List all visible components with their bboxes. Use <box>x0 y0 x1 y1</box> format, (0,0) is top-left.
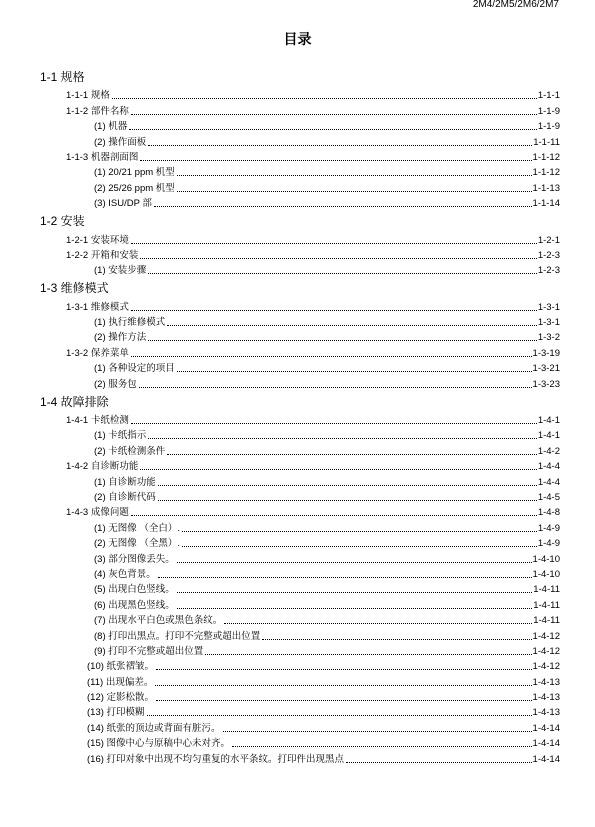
dot-leader <box>131 356 532 357</box>
dot-leader <box>112 98 537 99</box>
toc-entry-title: (3) 部分图像丢失。 <box>94 553 175 565</box>
toc-entry-page: 1-4-14 <box>532 722 560 734</box>
toc-entry-title: 1-4-2 自诊断功能 <box>66 461 139 473</box>
dot-leader <box>167 325 537 326</box>
dot-leader <box>177 592 532 593</box>
toc-entry-page: 1-4-10 <box>532 553 560 565</box>
table-of-contents <box>40 68 560 766</box>
toc-entry[interactable] <box>40 247 560 262</box>
toc-entry-title: (8) 打印出黑点。打印不完整或超出位置 <box>94 630 261 642</box>
toc-entry-page: 1-4-14 <box>532 753 560 765</box>
toc-entry[interactable] <box>40 658 560 673</box>
toc-entry[interactable] <box>40 735 560 750</box>
toc-entry-page: 1-4-11 <box>533 599 560 611</box>
toc-entry[interactable] <box>40 596 560 611</box>
toc-entry-title: 1-1-1 规格 <box>66 90 110 102</box>
toc-entry[interactable] <box>40 442 560 457</box>
toc-entry-title: (6) 出现黑色竖线。 <box>94 599 175 611</box>
toc-entry-page: 1-4-5 <box>537 491 560 503</box>
dot-leader <box>158 485 537 486</box>
dot-leader <box>148 145 532 146</box>
toc-entry[interactable] <box>40 118 560 133</box>
toc-entry-page: 1-3-1 <box>537 301 560 313</box>
dot-leader <box>140 258 536 259</box>
toc-entry-page: 1-4-13 <box>532 692 560 704</box>
toc-entry-page: 1-2-3 <box>537 265 560 277</box>
dot-leader <box>156 669 531 670</box>
toc-entry-title: (1) 无图像 （全白）. <box>94 522 181 534</box>
dot-leader <box>156 700 531 701</box>
toc-entry-page: 1-3-21 <box>532 363 560 375</box>
toc-entry[interactable] <box>40 504 560 519</box>
dot-leader <box>167 454 537 455</box>
toc-entry-title: (2) 操作方法 <box>94 332 147 344</box>
dot-leader <box>140 469 536 470</box>
toc-entry-page: 1-4-4 <box>537 476 560 488</box>
toc-entry-title: (12) 定影松散。 <box>87 692 155 704</box>
toc-entry-title: 1-3-1 维修模式 <box>66 301 129 313</box>
dot-leader <box>346 762 531 763</box>
dot-leader <box>158 500 537 501</box>
dot-leader <box>177 175 532 176</box>
toc-entry-title: (14) 纸张的顶边或背面有脏污。 <box>87 722 221 734</box>
toc-entry-title: 1-1-3 机器剖面图 <box>66 151 139 163</box>
toc-entry-title: (1) 机器 <box>94 121 128 133</box>
toc-entry-page: 1-1-13 <box>532 182 560 194</box>
toc-entry[interactable] <box>40 329 560 344</box>
dot-leader <box>140 160 531 161</box>
toc-entry-page: 1-4-12 <box>532 661 560 673</box>
toc-entry[interactable] <box>40 612 560 627</box>
toc-entry-page: 1-4-12 <box>532 630 560 642</box>
toc-entry[interactable] <box>40 535 560 550</box>
toc-entry-page: 1-1-14 <box>532 198 560 210</box>
toc-entry-page: 1-1-12 <box>532 151 560 163</box>
dot-leader <box>139 387 532 388</box>
toc-entry-title: 1-4-1 卡纸检测 <box>66 415 129 427</box>
toc-entry-page: 1-4-9 <box>537 538 560 550</box>
toc-entry[interactable] <box>40 360 560 375</box>
toc-entry[interactable] <box>40 673 560 688</box>
toc-entry[interactable] <box>40 473 560 488</box>
toc-entry-title: (10) 纸张褶皱。 <box>87 661 155 673</box>
toc-entry-page: 1-4-1 <box>537 430 560 442</box>
dot-leader <box>177 562 532 563</box>
toc-entry[interactable] <box>40 427 560 442</box>
dot-leader <box>129 129 537 130</box>
toc-entry[interactable] <box>40 149 560 164</box>
toc-entry-page: 1-4-12 <box>532 645 560 657</box>
dot-leader <box>182 546 537 547</box>
toc-entry-page: 1-2-1 <box>537 234 560 246</box>
dot-leader <box>223 731 532 732</box>
toc-entry-title: 1-4-3 成像问题 <box>66 507 129 519</box>
toc-entry-title: (1) 各种设定的项目 <box>94 363 175 375</box>
toc-entry-title: (13) 打印模糊 <box>87 707 145 719</box>
toc-entry-page: 1-4-11 <box>533 584 560 596</box>
toc-section-heading[interactable]: 1-3 维修模式 <box>40 281 109 296</box>
toc-entry-page: 1-3-2 <box>537 332 560 344</box>
toc-entry-page: 1-4-1 <box>537 415 560 427</box>
dot-leader <box>158 577 532 578</box>
toc-entry[interactable] <box>40 179 560 194</box>
toc-entry[interactable] <box>40 581 560 596</box>
toc-entry[interactable] <box>40 412 560 427</box>
toc-entry-page: 1-3-19 <box>532 347 560 359</box>
dot-leader <box>131 243 537 244</box>
toc-entry-page: 1-3-23 <box>532 378 560 390</box>
toc-entry-title: (9) 打印不完整或超出位置 <box>94 645 204 657</box>
dot-leader <box>224 623 532 624</box>
toc-entry-page: 1-4-4 <box>537 461 560 473</box>
toc-entry[interactable] <box>40 133 560 148</box>
toc-entry[interactable] <box>40 719 560 734</box>
toc-entry-title: (2) 服务包 <box>94 378 137 390</box>
dot-leader <box>148 438 537 439</box>
toc-entry-title: (2) 卡纸检测条件 <box>94 445 166 457</box>
dot-leader <box>131 515 537 516</box>
toc-entry-page: 1-1-11 <box>533 136 560 148</box>
dot-leader <box>154 206 532 207</box>
toc-entry-page: 1-4-14 <box>532 738 560 750</box>
toc-entry-page: 1-4-9 <box>537 522 560 534</box>
toc-entry-page: 1-1-12 <box>532 167 560 179</box>
toc-entry-title: (1) 安装步骤 <box>94 265 147 277</box>
toc-entry-page: 1-1-9 <box>537 105 560 117</box>
toc-entry-title: (15) 图像中心与原稿中心未对齐。 <box>87 738 231 750</box>
model-header: 2M4/2M5/2M6/2M7 <box>472 0 559 10</box>
dot-leader <box>262 639 531 640</box>
toc-entry-title: (3) ISU/DP 部 <box>94 198 152 210</box>
toc-entry-title: (2) 无图像 （全黑）. <box>94 538 181 550</box>
toc-entry[interactable] <box>40 627 560 642</box>
toc-entry[interactable] <box>40 314 560 329</box>
toc-section-heading[interactable]: 1-2 安装 <box>40 214 85 229</box>
toc-entry[interactable] <box>40 262 560 277</box>
toc-entry[interactable] <box>40 231 560 246</box>
toc-entry-title: (2) 25/26 ppm 机型 <box>94 182 175 194</box>
toc-entry-page: 1-2-3 <box>537 249 560 261</box>
toc-entry[interactable] <box>40 750 560 765</box>
toc-entry-title: (4) 灰色背景。 <box>94 568 156 580</box>
toc-entry-page: 1-1-9 <box>537 121 560 133</box>
toc-entry-page: 1-4-2 <box>537 445 560 457</box>
toc-entry[interactable] <box>40 87 560 102</box>
toc-entry[interactable] <box>40 566 560 581</box>
toc-entry-title: (1) 自诊断功能 <box>94 476 156 488</box>
toc-entry-title: 1-1-2 部件名称 <box>66 105 129 117</box>
toc-entry[interactable] <box>40 489 560 504</box>
toc-entry-title: (5) 出现白色竖线。 <box>94 584 175 596</box>
toc-entry[interactable] <box>40 704 560 719</box>
dot-leader <box>177 191 532 192</box>
dot-leader <box>131 310 537 311</box>
toc-entry-page: 1-4-11 <box>533 615 560 627</box>
toc-entry-title: 1-2-1 安装环境 <box>66 234 129 246</box>
dot-leader <box>177 608 532 609</box>
toc-entry-title: (1) 卡纸指示 <box>94 430 147 442</box>
dot-leader <box>148 273 537 274</box>
toc-entry[interactable] <box>40 375 560 390</box>
toc-entry-page: 1-4-10 <box>532 568 560 580</box>
dot-leader <box>205 654 531 655</box>
dot-leader <box>148 340 537 341</box>
toc-entry[interactable] <box>40 519 560 534</box>
dot-leader <box>182 531 537 532</box>
toc-entry-title: (2) 自诊断代码 <box>94 491 156 503</box>
toc-entry[interactable] <box>40 298 560 313</box>
toc-entry-title: 1-3-2 保养菜单 <box>66 347 129 359</box>
dot-leader <box>232 746 531 747</box>
toc-entry[interactable] <box>40 102 560 117</box>
toc-entry-page: 1-4-13 <box>532 707 560 719</box>
toc-entry-title: 1-2-2 开箱和安装 <box>66 249 139 261</box>
toc-entry[interactable] <box>40 689 560 704</box>
toc-entry-title: (7) 出现水平白色或黑色条纹。 <box>94 615 223 627</box>
page-title: 目录 <box>283 31 312 47</box>
toc-entry-title: (1) 执行维修模式 <box>94 317 166 329</box>
toc-section-heading[interactable]: 1-1 规格 <box>40 70 85 84</box>
dot-leader <box>155 685 531 686</box>
toc-entry[interactable] <box>40 164 560 179</box>
dot-leader <box>131 423 537 424</box>
toc-entry[interactable] <box>40 195 560 210</box>
dot-leader <box>131 114 537 115</box>
toc-entry-page: 1-4-8 <box>537 507 560 519</box>
toc-entry-page: 1-3-1 <box>537 317 560 329</box>
dot-leader <box>147 715 532 716</box>
toc-entry[interactable] <box>40 344 560 359</box>
toc-entry-title: (16) 打印对象中出现不均匀重复的水平条纹。打印件出现黑点 <box>87 753 345 765</box>
toc-entry[interactable] <box>40 643 560 658</box>
toc-entry-title: (2) 操作面板 <box>94 136 147 148</box>
toc-entry-title: (11) 出现偏差。 <box>87 676 154 688</box>
toc-entry[interactable] <box>40 550 560 565</box>
toc-entry-page: 1-4-13 <box>532 676 560 688</box>
dot-leader <box>177 371 532 372</box>
toc-entry-page: 1-1-1 <box>537 90 560 102</box>
toc-entry[interactable] <box>40 458 560 473</box>
toc-entry-title: (1) 20/21 ppm 机型 <box>94 167 175 179</box>
toc-section-heading[interactable]: 1-4 故障排除 <box>40 394 109 409</box>
